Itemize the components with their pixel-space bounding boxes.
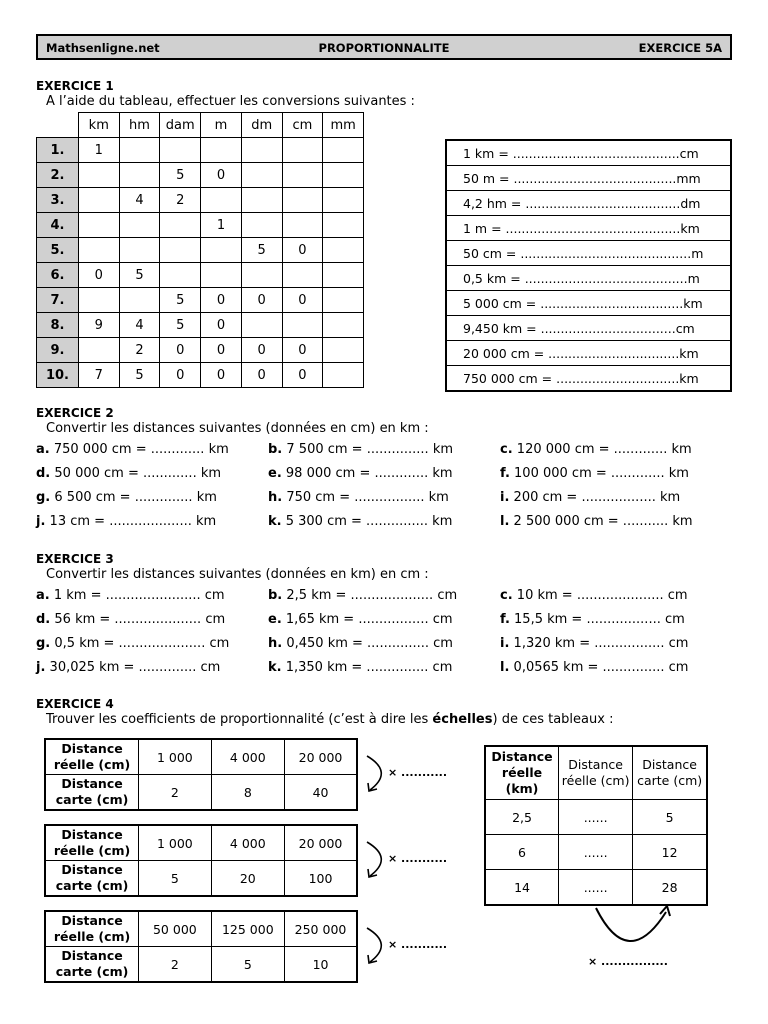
exercise-item bbox=[268, 514, 452, 529]
item-text[interactable]: 1 km = ....................... cm bbox=[53, 588, 225, 603]
reelle-row bbox=[45, 739, 357, 775]
digit-cell[interactable] bbox=[119, 288, 160, 313]
exercise-item bbox=[500, 612, 685, 627]
digit-cell[interactable]: 0 bbox=[160, 363, 201, 388]
unit-header: dm bbox=[241, 113, 282, 138]
exercise-item bbox=[36, 660, 220, 675]
digit-cell[interactable] bbox=[323, 263, 364, 288]
item-text[interactable]: 7 500 cm = ............... km bbox=[286, 442, 454, 457]
ex4-title: EXERCICE 4 bbox=[36, 697, 114, 711]
unit-header: cm bbox=[282, 113, 323, 138]
big-header-cell: Distance réelle (cm) bbox=[559, 746, 633, 800]
digit-cell[interactable] bbox=[78, 288, 119, 313]
digit-cell[interactable] bbox=[119, 138, 160, 163]
digit-cell[interactable] bbox=[160, 238, 201, 263]
row-number: 4. bbox=[37, 213, 79, 238]
scale-table-km bbox=[484, 745, 708, 906]
big-cell[interactable]: ...... bbox=[559, 870, 633, 906]
item-text[interactable]: 50 000 cm = ............. km bbox=[54, 466, 222, 481]
value-cell: 20 000 bbox=[285, 739, 357, 775]
conversion-row bbox=[37, 288, 364, 313]
digit-cell[interactable]: 0 bbox=[201, 288, 242, 313]
times-label[interactable]: × ........... bbox=[388, 766, 448, 779]
equation-row bbox=[446, 266, 731, 291]
digit-cell[interactable]: 0 bbox=[201, 313, 242, 338]
exercise-item bbox=[500, 588, 688, 603]
item-letter: a. bbox=[36, 588, 50, 603]
item-text[interactable]: 6 500 cm = .............. km bbox=[54, 490, 217, 505]
item-text[interactable]: 750 cm = ................. km bbox=[286, 490, 449, 505]
digit-cell[interactable]: 4 bbox=[119, 188, 160, 213]
digit-cell[interactable] bbox=[323, 138, 364, 163]
row-number: 3. bbox=[37, 188, 79, 213]
item-letter: l. bbox=[500, 660, 510, 675]
carte-row bbox=[45, 861, 357, 897]
digit-cell[interactable]: 0 bbox=[201, 163, 242, 188]
equation-row bbox=[446, 291, 731, 316]
digit-cell[interactable]: 7 bbox=[78, 363, 119, 388]
conversion-row bbox=[37, 338, 364, 363]
digit-cell[interactable] bbox=[201, 238, 242, 263]
item-text[interactable]: 0,0565 km = ............... cm bbox=[513, 660, 689, 675]
row-head-carte: Distance carte (cm) bbox=[45, 775, 139, 811]
digit-cell[interactable]: 0 bbox=[241, 338, 282, 363]
digit-cell[interactable]: 2 bbox=[119, 338, 160, 363]
item-letter: j. bbox=[36, 514, 46, 529]
carte-row bbox=[45, 775, 357, 811]
ex4-instruction-pre: Trouver les coefficients de proportionnalité (c’est à dire les bbox=[46, 712, 433, 727]
digit-cell[interactable] bbox=[160, 213, 201, 238]
big-row bbox=[485, 800, 707, 835]
item-text[interactable]: 120 000 cm = ............. km bbox=[516, 442, 692, 457]
equation-table bbox=[445, 139, 732, 392]
conversion-row bbox=[37, 138, 364, 163]
digit-cell[interactable] bbox=[78, 238, 119, 263]
proportion-table bbox=[44, 824, 358, 897]
value-cell: 100 bbox=[285, 861, 357, 897]
site-name: Mathsenligne.net bbox=[46, 41, 160, 55]
item-letter: k. bbox=[268, 660, 282, 675]
reelle-row bbox=[45, 911, 357, 947]
digit-cell[interactable]: 5 bbox=[160, 313, 201, 338]
equation-row bbox=[446, 341, 731, 366]
ex2-instruction: Convertir les distances suivantes (données en cm) en km : bbox=[46, 421, 429, 436]
exercise-item bbox=[500, 442, 692, 457]
times-label[interactable]: × ........... bbox=[388, 938, 448, 951]
conversion-row bbox=[37, 163, 364, 188]
row-number: 2. bbox=[37, 163, 79, 188]
item-letter: c. bbox=[500, 588, 513, 603]
value-cell: 10 bbox=[285, 947, 357, 983]
item-letter: d. bbox=[36, 466, 51, 481]
ex1-title: EXERCICE 1 bbox=[36, 79, 114, 93]
item-text[interactable]: 1,320 km = ................. cm bbox=[513, 636, 689, 651]
big-cell: 12 bbox=[633, 835, 707, 870]
unit-header: m bbox=[201, 113, 242, 138]
digit-cell[interactable] bbox=[78, 213, 119, 238]
big-cell[interactable]: ...... bbox=[559, 800, 633, 835]
value-cell: 8 bbox=[211, 775, 284, 811]
digit-cell[interactable]: 1 bbox=[201, 213, 242, 238]
digit-cell[interactable]: 5 bbox=[119, 363, 160, 388]
digit-cell[interactable] bbox=[323, 338, 364, 363]
ex4-instruction-post: ) de ces tableaux : bbox=[492, 712, 614, 727]
big-header-cell: Distance réelle (km) bbox=[485, 746, 559, 800]
digit-cell[interactable] bbox=[282, 138, 323, 163]
digit-cell[interactable]: 5 bbox=[119, 263, 160, 288]
proportion-table bbox=[44, 910, 358, 983]
value-cell: 4 000 bbox=[211, 739, 284, 775]
value-cell: 125 000 bbox=[211, 911, 284, 947]
digit-cell[interactable]: 1 bbox=[78, 138, 119, 163]
unit-header: dam bbox=[160, 113, 201, 138]
ex1-instruction: A l’aide du tableau, effectuer les conversions suivantes : bbox=[46, 94, 415, 109]
value-cell: 50 000 bbox=[139, 911, 211, 947]
digit-cell[interactable] bbox=[160, 138, 201, 163]
exercise-item bbox=[36, 466, 221, 481]
equation-cell[interactable]: 50 m = .........................................mm bbox=[446, 166, 731, 191]
item-letter: h. bbox=[268, 636, 283, 651]
digit-cell[interactable] bbox=[323, 363, 364, 388]
big-header-row bbox=[485, 746, 707, 800]
exercise-item bbox=[36, 514, 216, 529]
digit-cell[interactable]: 0 bbox=[282, 363, 323, 388]
row-number: 10. bbox=[37, 363, 79, 388]
equation-cell[interactable]: 1 m = ............................................km bbox=[446, 216, 731, 241]
row-head-reelle: Distance réelle (cm) bbox=[45, 739, 139, 775]
exercise-item bbox=[500, 636, 688, 651]
row-number: 9. bbox=[37, 338, 79, 363]
exercise-item bbox=[36, 490, 217, 505]
equation-row bbox=[446, 316, 731, 341]
digit-cell[interactable] bbox=[241, 163, 282, 188]
digit-cell[interactable] bbox=[282, 263, 323, 288]
item-text[interactable]: 200 cm = .................. km bbox=[513, 490, 681, 505]
conversion-row bbox=[37, 313, 364, 338]
topic-title: PROPORTIONNALITE bbox=[318, 41, 450, 55]
big-header-cell: Distance carte (cm) bbox=[633, 746, 707, 800]
digit-cell[interactable]: 2 bbox=[160, 188, 201, 213]
digit-cell[interactable] bbox=[282, 163, 323, 188]
digit-cell[interactable] bbox=[323, 288, 364, 313]
item-letter: g. bbox=[36, 636, 51, 651]
page-header bbox=[36, 34, 732, 60]
big-cell: 2,5 bbox=[485, 800, 559, 835]
item-text[interactable]: 1,65 km = ................. cm bbox=[285, 612, 453, 627]
digit-cell[interactable] bbox=[160, 263, 201, 288]
big-row bbox=[485, 835, 707, 870]
equation-cell[interactable]: 5 000 cm = ....................................km bbox=[446, 291, 731, 316]
digit-cell[interactable] bbox=[323, 313, 364, 338]
digit-cell[interactable] bbox=[323, 188, 364, 213]
conversion-row bbox=[37, 263, 364, 288]
conversion-row bbox=[37, 238, 364, 263]
digit-cell[interactable]: 0 bbox=[282, 238, 323, 263]
row-number: 8. bbox=[37, 313, 79, 338]
big-cell[interactable]: ...... bbox=[559, 835, 633, 870]
bracket-arrow-icon bbox=[364, 838, 390, 882]
item-text[interactable]: 30,025 km = .............. cm bbox=[49, 660, 221, 675]
digit-cell[interactable] bbox=[241, 213, 282, 238]
item-letter: e. bbox=[268, 466, 282, 481]
digit-cell[interactable] bbox=[78, 188, 119, 213]
digit-cell[interactable] bbox=[241, 313, 282, 338]
item-text[interactable]: 15,5 km = .................. cm bbox=[514, 612, 685, 627]
big-cell: 5 bbox=[633, 800, 707, 835]
digit-cell[interactable]: 5 bbox=[160, 288, 201, 313]
unit-header: hm bbox=[119, 113, 160, 138]
digit-cell[interactable] bbox=[282, 188, 323, 213]
digit-cell[interactable]: 0 bbox=[201, 338, 242, 363]
exercise-item bbox=[36, 588, 225, 603]
big-times-label: × ................ bbox=[588, 955, 668, 968]
exercise-item bbox=[268, 588, 457, 603]
value-cell: 5 bbox=[139, 861, 211, 897]
row-number: 7. bbox=[37, 288, 79, 313]
digit-cell[interactable] bbox=[241, 188, 282, 213]
item-letter: c. bbox=[500, 442, 513, 457]
item-text[interactable]: 0,5 km = ..................... cm bbox=[54, 636, 230, 651]
conversion-row bbox=[37, 188, 364, 213]
equation-cell[interactable]: 4,2 hm = .......................................dm bbox=[446, 191, 731, 216]
exercise-item bbox=[268, 636, 453, 651]
exercise-item bbox=[268, 490, 449, 505]
bracket-arrow-icon bbox=[364, 924, 390, 968]
item-letter: i. bbox=[500, 636, 510, 651]
row-head-reelle: Distance réelle (cm) bbox=[45, 825, 139, 861]
item-text[interactable]: 750 000 cm = ............. km bbox=[53, 442, 229, 457]
ex3-instruction: Convertir les distances suivantes (données en km) en cm : bbox=[46, 567, 429, 582]
item-text[interactable]: 13 cm = .................... km bbox=[49, 514, 217, 529]
value-cell: 1 000 bbox=[139, 825, 211, 861]
exercise-item bbox=[500, 466, 689, 481]
unit-header: km bbox=[78, 113, 119, 138]
equation-row bbox=[446, 140, 731, 166]
ex3-title: EXERCICE 3 bbox=[36, 552, 114, 566]
row-number: 6. bbox=[37, 263, 79, 288]
item-text[interactable]: 2 500 000 cm = ........... km bbox=[513, 514, 693, 529]
item-letter: b. bbox=[268, 588, 283, 603]
curved-arrow-icon bbox=[588, 902, 678, 952]
exercise-item bbox=[500, 514, 693, 529]
blank-corner bbox=[37, 113, 79, 138]
item-text[interactable]: 10 km = ..................... cm bbox=[516, 588, 688, 603]
item-letter: f. bbox=[500, 466, 510, 481]
digit-cell[interactable]: 5 bbox=[160, 163, 201, 188]
row-number: 5. bbox=[37, 238, 79, 263]
row-head-carte: Distance carte (cm) bbox=[45, 861, 139, 897]
digit-cell[interactable] bbox=[282, 313, 323, 338]
value-cell: 20 000 bbox=[285, 825, 357, 861]
value-cell: 2 bbox=[139, 947, 211, 983]
equation-cell[interactable]: 9,450 km = ..................................cm bbox=[446, 316, 731, 341]
digit-cell[interactable]: 0 bbox=[282, 338, 323, 363]
exercise-item bbox=[268, 612, 453, 627]
item-letter: k. bbox=[268, 514, 282, 529]
proportion-table bbox=[44, 738, 358, 811]
big-cell: 14 bbox=[485, 870, 559, 906]
digit-cell[interactable] bbox=[241, 138, 282, 163]
equation-row bbox=[446, 241, 731, 266]
exercise-item bbox=[36, 636, 229, 651]
big-row bbox=[485, 870, 707, 906]
ex4-instruction-bold: échelles bbox=[432, 712, 493, 727]
value-cell: 20 bbox=[211, 861, 284, 897]
value-cell: 40 bbox=[285, 775, 357, 811]
digit-cell[interactable]: 5 bbox=[241, 238, 282, 263]
exercise-item bbox=[500, 490, 680, 505]
reelle-row bbox=[45, 825, 357, 861]
item-letter: d. bbox=[36, 612, 51, 627]
item-letter: j. bbox=[36, 660, 46, 675]
times-label[interactable]: × ........... bbox=[388, 852, 448, 865]
exercise-item bbox=[36, 612, 225, 627]
digit-cell[interactable]: 0 bbox=[78, 263, 119, 288]
digit-cell[interactable] bbox=[78, 338, 119, 363]
item-text[interactable]: 5 300 cm = ............... km bbox=[285, 514, 453, 529]
equation-row bbox=[446, 166, 731, 191]
equation-cell[interactable]: 0,5 km = .........................................m bbox=[446, 266, 731, 291]
item-text[interactable]: 98 000 cm = ............. km bbox=[285, 466, 453, 481]
exercise-item bbox=[268, 660, 452, 675]
carte-row bbox=[45, 947, 357, 983]
exercise-item bbox=[36, 442, 229, 457]
equation-cell[interactable]: 50 cm = ...........................................m bbox=[446, 241, 731, 266]
exercise-item bbox=[268, 466, 453, 481]
item-letter: a. bbox=[36, 442, 50, 457]
digit-cell[interactable]: 0 bbox=[282, 288, 323, 313]
equation-row bbox=[446, 216, 731, 241]
item-letter: l. bbox=[500, 514, 510, 529]
digit-cell[interactable] bbox=[201, 188, 242, 213]
unit-header: mm bbox=[323, 113, 364, 138]
value-cell: 5 bbox=[211, 947, 284, 983]
equation-cell[interactable]: 750 000 cm = ...............................km bbox=[446, 366, 731, 392]
conversion-row bbox=[37, 363, 364, 388]
conversion-table bbox=[36, 112, 364, 388]
digit-cell[interactable] bbox=[201, 138, 242, 163]
exercise-item bbox=[500, 660, 688, 675]
value-cell: 250 000 bbox=[285, 911, 357, 947]
digit-cell[interactable]: 0 bbox=[241, 288, 282, 313]
item-text[interactable]: 2,5 km = .................... cm bbox=[286, 588, 458, 603]
exercise-id: EXERCICE 5A bbox=[638, 41, 722, 55]
ex2-title: EXERCICE 2 bbox=[36, 406, 114, 420]
exercise-item bbox=[268, 442, 453, 457]
item-text[interactable]: 0,450 km = ............... cm bbox=[286, 636, 453, 651]
digit-cell[interactable] bbox=[282, 213, 323, 238]
digit-cell[interactable] bbox=[241, 263, 282, 288]
digit-cell[interactable] bbox=[323, 213, 364, 238]
row-number: 1. bbox=[37, 138, 79, 163]
equation-cell[interactable]: 1 km = ..........................................cm bbox=[446, 140, 731, 166]
digit-cell[interactable]: 0 bbox=[160, 338, 201, 363]
item-letter: h. bbox=[268, 490, 283, 505]
row-head-reelle: Distance réelle (cm) bbox=[45, 911, 139, 947]
digit-cell[interactable] bbox=[323, 238, 364, 263]
digit-cell[interactable]: 0 bbox=[201, 363, 242, 388]
bracket-arrow-icon bbox=[364, 752, 390, 796]
item-text[interactable]: 1,350 km = ............... cm bbox=[285, 660, 453, 675]
big-cell: 28 bbox=[633, 870, 707, 906]
digit-cell[interactable] bbox=[119, 238, 160, 263]
item-letter: e. bbox=[268, 612, 282, 627]
value-cell: 1 000 bbox=[139, 739, 211, 775]
equation-cell[interactable]: 20 000 cm = .................................km bbox=[446, 341, 731, 366]
item-letter: i. bbox=[500, 490, 510, 505]
digit-cell[interactable]: 0 bbox=[241, 363, 282, 388]
item-text[interactable]: 100 000 cm = ............. km bbox=[514, 466, 689, 481]
digit-cell[interactable] bbox=[78, 163, 119, 188]
big-cell: 6 bbox=[485, 835, 559, 870]
value-cell: 2 bbox=[139, 775, 211, 811]
value-cell: 4 000 bbox=[211, 825, 284, 861]
digit-cell[interactable] bbox=[119, 213, 160, 238]
digit-cell[interactable] bbox=[201, 263, 242, 288]
equation-row bbox=[446, 191, 731, 216]
item-text[interactable]: 56 km = ..................... cm bbox=[54, 612, 226, 627]
ex4-instruction bbox=[46, 712, 613, 727]
digit-cell[interactable]: 9 bbox=[78, 313, 119, 338]
item-letter: g. bbox=[36, 490, 51, 505]
digit-cell[interactable] bbox=[119, 163, 160, 188]
digit-cell[interactable]: 4 bbox=[119, 313, 160, 338]
item-letter: b. bbox=[268, 442, 283, 457]
digit-cell[interactable] bbox=[323, 163, 364, 188]
item-letter: f. bbox=[500, 612, 510, 627]
row-head-carte: Distance carte (cm) bbox=[45, 947, 139, 983]
conversion-row bbox=[37, 213, 364, 238]
equation-row bbox=[446, 366, 731, 392]
